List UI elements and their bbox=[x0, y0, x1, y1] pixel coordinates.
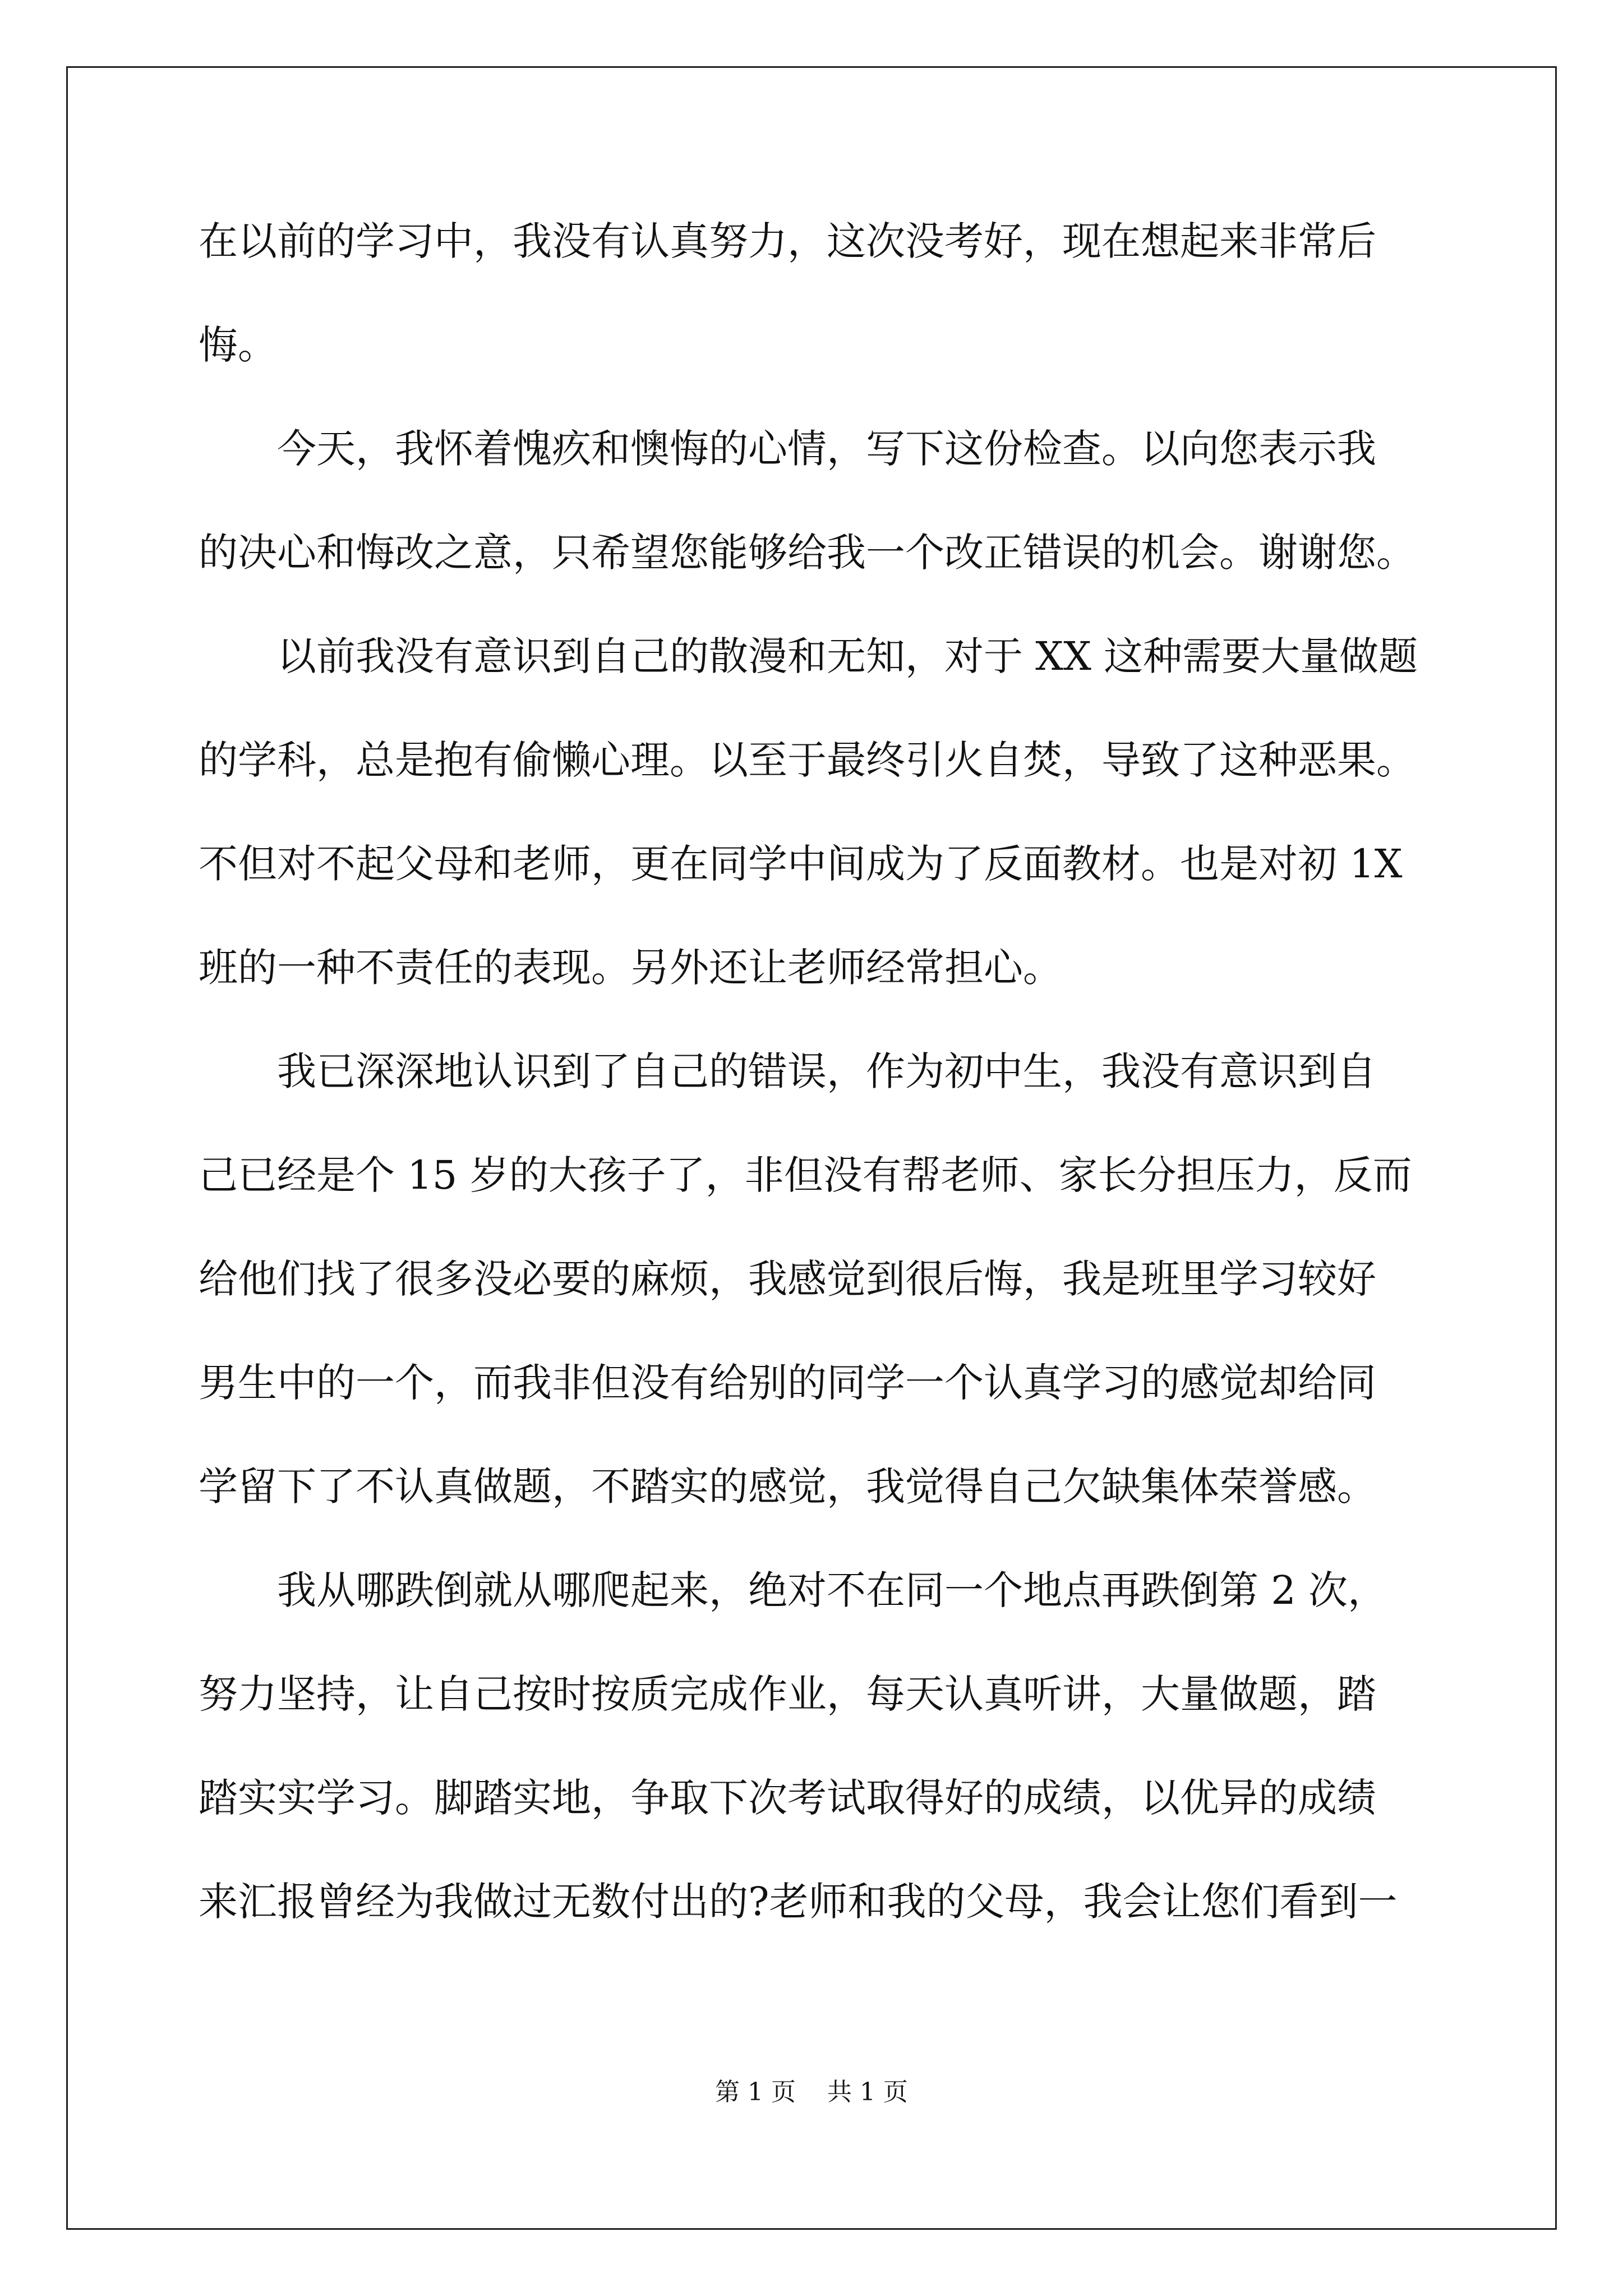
text-line-2: 悔。 bbox=[199, 322, 277, 368]
text-line-7: 不但对不起父母和老师，更在同学中间成为了反面教材。也是对初 1X bbox=[199, 841, 1403, 887]
text-line-17: 来汇报曾经为我做过无数付出的?老师和我的父母，我会让您们看到一 bbox=[199, 1879, 1398, 1925]
page-footer bbox=[0, 2076, 1623, 2109]
text-line-12: 男生中的一个，而我非但没有给别的同学一个认真学习的感觉却给同 bbox=[199, 1360, 1376, 1406]
text-line-6: 的学科，总是抱有偷懒心理。以至于最终引火自焚，导致了这种恶果。 bbox=[199, 737, 1415, 783]
text-line-5: 以前我没有意识到自己的散漫和无知，对于 XX 这种需要大量做题 bbox=[199, 633, 1418, 679]
text-line-13: 学留下了不认真做题，不踏实的感觉，我觉得自己欠缺集体荣誉感。 bbox=[199, 1464, 1376, 1510]
text-line-10: 己已经是个 15 岁的大孩子了，非但没有帮老师、家长分担压力，反而 bbox=[199, 1152, 1412, 1198]
text-line-4: 的决心和悔改之意，只希望您能够给我一个改正错误的机会。谢谢您。 bbox=[199, 530, 1415, 576]
text-line-8: 班的一种不责任的表现。另外还让老师经常担心。 bbox=[199, 945, 1062, 991]
text-line-14: 我从哪跌倒就从哪爬起来，绝对不在同一个地点再跌倒第 2 次， bbox=[199, 1567, 1387, 1613]
text-line-9: 我已深深地认识到了自己的错误，作为初中生，我没有意识到自 bbox=[199, 1048, 1376, 1094]
page-total: 共 1 页 bbox=[827, 2078, 908, 2106]
text-line-16: 踏实实学习。脚踏实地，争取下次考试取得好的成绩，以优异的成绩 bbox=[199, 1775, 1376, 1821]
footer-gap bbox=[796, 2078, 827, 2106]
text-line-3: 今天，我怀着愧疚和懊悔的心情，写下这份检查。以向您表示我 bbox=[199, 426, 1376, 472]
text-line-1: 在以前的学习中，我没有认真努力，这次没考好，现在想起来非常后 bbox=[199, 218, 1376, 264]
text-line-15: 努力坚持，让自己按时按质完成作业，每天认真听讲，大量做题，踏 bbox=[199, 1671, 1376, 1717]
page-number: 第 1 页 bbox=[715, 2078, 796, 2106]
text-line-11: 给他们找了很多没必要的麻烦，我感觉到很后悔，我是班里学习较好 bbox=[199, 1256, 1376, 1302]
